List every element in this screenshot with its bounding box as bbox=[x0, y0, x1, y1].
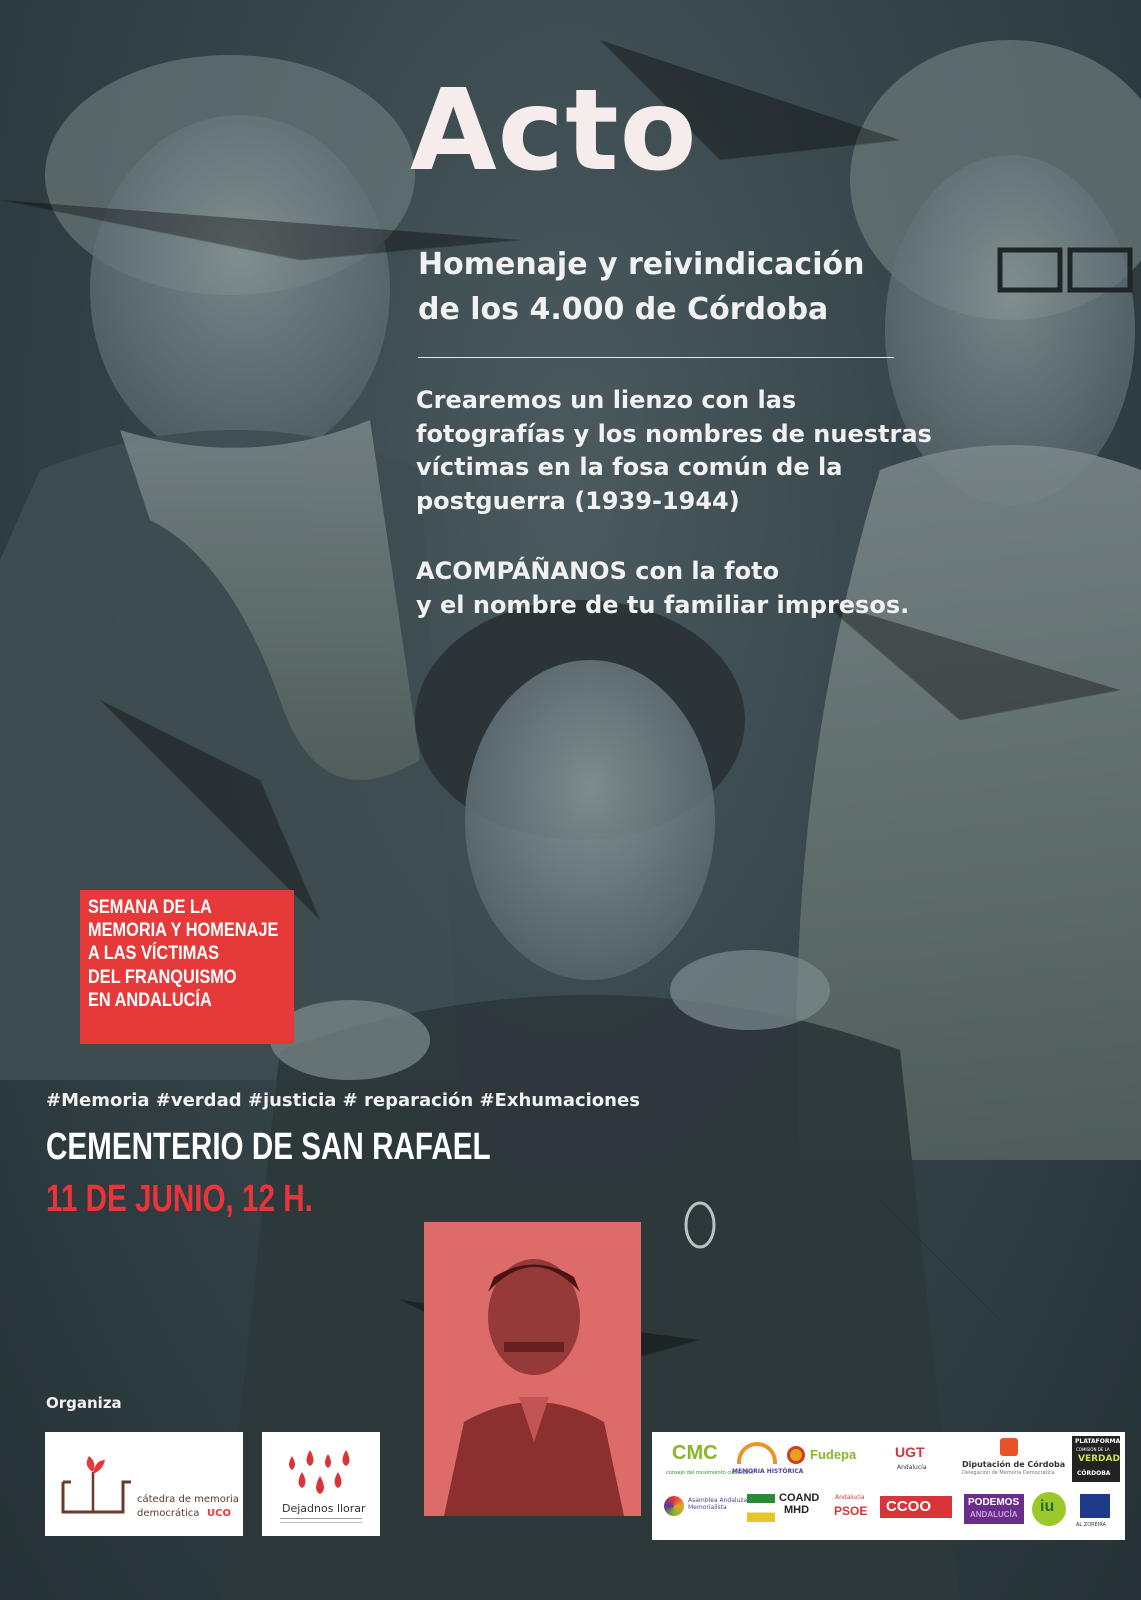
subtitle-line-1: Homenaje y reivindicación bbox=[418, 247, 865, 282]
podemos-text: PODEMOS bbox=[968, 1497, 1020, 1508]
ccoo-logo bbox=[880, 1496, 952, 1518]
plataforma-line-4: CÓRDOBA bbox=[1077, 1470, 1111, 1477]
asamblea-logo: Asamblea Andaluza Memorialista bbox=[688, 1497, 748, 1511]
badge-line: MEMORIA Y HOMENAJE bbox=[88, 920, 279, 942]
plataforma-line-3: VERDAD bbox=[1078, 1454, 1120, 1464]
cta-line-1-rest: con la foto bbox=[626, 557, 780, 585]
venue: CEMENTERIO DE SAN RAFAEL bbox=[46, 1126, 491, 1168]
description bbox=[416, 384, 936, 518]
catedra-logo bbox=[45, 1432, 243, 1536]
catedra-text-1: cátedra de memoria bbox=[137, 1494, 239, 1505]
victim-portrait-photo bbox=[424, 1222, 641, 1516]
description-line: víctimas en la fosa común de la bbox=[416, 453, 843, 482]
victim-portrait-art bbox=[424, 1222, 641, 1516]
cta-emphasis: ACOMPÁÑANOS bbox=[416, 557, 627, 585]
badge-line: A LAS VÍCTIMAS bbox=[88, 943, 220, 965]
left-woman-face bbox=[90, 115, 390, 465]
coandmhd-flag-icon bbox=[747, 1494, 775, 1522]
memoria-historica-logo: MEMORIA HISTÓRICA bbox=[732, 1468, 804, 1475]
coandmhd-line-2: MHD bbox=[784, 1504, 810, 1516]
catedra-text-2: democrática bbox=[137, 1508, 200, 1519]
plataforma-line-1: PLATAFORMA bbox=[1075, 1438, 1121, 1445]
fudepa-logo: Fudepa bbox=[810, 1447, 857, 1462]
event-date-time: 11 DE JUNIO, 12 H. bbox=[46, 1178, 313, 1220]
iu-text: iu bbox=[1040, 1498, 1055, 1515]
asamblea-flower-icon bbox=[664, 1496, 684, 1516]
event-badge bbox=[80, 890, 294, 1044]
plataforma-line-2: COMISIÓN DE LA bbox=[1076, 1447, 1110, 1452]
subtitle-line-2: de los 4.000 de Córdoba bbox=[418, 292, 829, 327]
al-zoreira-emblem-icon bbox=[1080, 1494, 1110, 1518]
divider bbox=[418, 357, 894, 358]
dejadnos-llorar-logo bbox=[262, 1432, 380, 1536]
badge-line: SEMANA DE LA bbox=[88, 897, 212, 918]
diputacion-emblem-icon bbox=[1000, 1438, 1018, 1456]
plataforma-verdad-logo bbox=[1072, 1436, 1120, 1482]
diputacion-logo: Diputación de Córdoba bbox=[962, 1460, 1066, 1469]
badge-line: EN ANDALUCÍA bbox=[88, 989, 212, 1011]
cta-line-1 bbox=[416, 555, 936, 589]
ugt-logo: UGT bbox=[895, 1444, 925, 1460]
description-line: Crearemos un lienzo con las bbox=[416, 386, 797, 414]
sponsors-panel bbox=[652, 1432, 1125, 1540]
cta-line-2: y el nombre de tu familiar impresos. bbox=[416, 590, 910, 619]
psoe-region: Andalucía bbox=[835, 1494, 865, 1501]
psoe-logo: PSOE bbox=[834, 1504, 868, 1518]
call-to-action bbox=[416, 555, 936, 622]
subtitle bbox=[418, 242, 938, 332]
ugt-region: Andalucía bbox=[897, 1464, 927, 1471]
ccoo-text: CCOO bbox=[886, 1498, 931, 1515]
diputacion-caption: Delegación de Memoria Democrática bbox=[962, 1470, 1055, 1476]
cmc-logo: CMC bbox=[672, 1442, 718, 1464]
memoria-historica-sun-icon bbox=[737, 1442, 777, 1464]
fudepa-icon bbox=[787, 1446, 805, 1464]
podemos-region: ANDALUCÍA bbox=[970, 1510, 1018, 1519]
al-zoreira-caption: AL ZOREIRA bbox=[1076, 1522, 1106, 1528]
description-line: postguerra (1939-1944) bbox=[416, 486, 740, 515]
catedra-uco: UCO bbox=[207, 1508, 231, 1519]
hashtags: #Memoria #verdad #justicia # reparación #Exhumaciones bbox=[46, 1090, 640, 1111]
badge-line: DEL FRANQUISMO bbox=[88, 966, 237, 988]
cmc-caption: consejo del movimiento ciudadano bbox=[666, 1470, 754, 1476]
center-woman-face bbox=[465, 660, 715, 980]
sprout-in-box-icon bbox=[45, 1432, 243, 1536]
right-hand bbox=[670, 950, 830, 1030]
coandmhd-line-1: COAND bbox=[779, 1492, 820, 1504]
dejadnos-llorar-name: Dejadnos llorar bbox=[282, 1502, 366, 1515]
iu-logo bbox=[1032, 1492, 1066, 1526]
organiza-label: Organiza bbox=[46, 1394, 122, 1412]
description-line: fotografías y los nombres de nuestras bbox=[416, 419, 932, 448]
podemos-logo bbox=[964, 1494, 1024, 1524]
red-drops-icon bbox=[262, 1432, 380, 1536]
left-hand bbox=[270, 1000, 430, 1080]
page-title: Acto bbox=[410, 66, 698, 196]
